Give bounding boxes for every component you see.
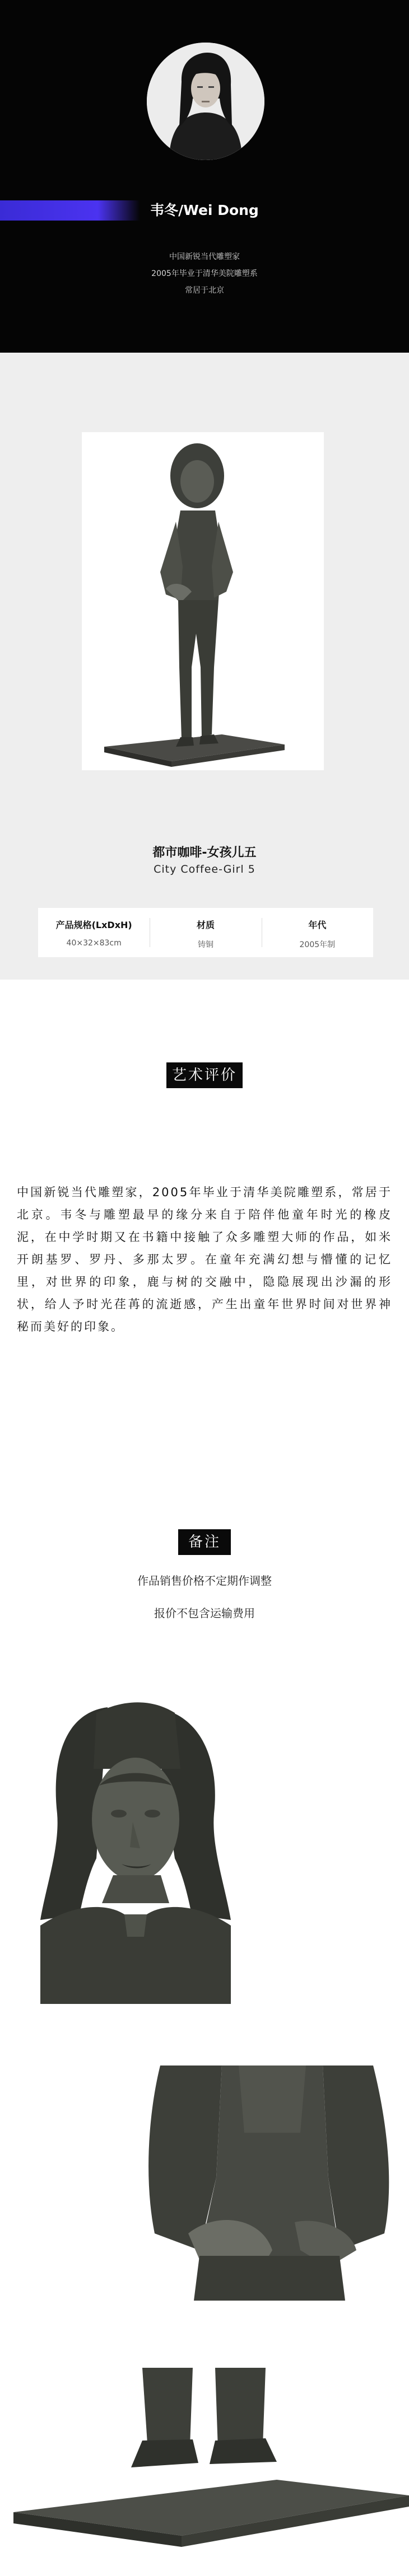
- review-text: 中国新锐当代雕塑家，2005年毕业于清华美院雕塑系，常居于北京。韦冬与雕塑最早的缘分来自于陪伴他童年时光的橡皮泥，在中学时期又在书籍中接触了众多雕塑大师的作品，如米开朗基罗、罗丹、多那太罗。在童年充满幻想与懵懂的记忆里，对世界的印象，鹿与树的交融中，隐隐展现出沙漏的形状，给人予时光荏苒的流逝感，产生出童年世界时间对世界神秘而美好的印象。: [17, 1186, 392, 1333]
- detail-photo-base: [13, 2368, 409, 2576]
- sculpture-image: [82, 432, 324, 770]
- artist-section: [0, 0, 409, 353]
- detail-photo-head: [40, 1702, 231, 2004]
- spec-label: 材质: [196, 920, 215, 930]
- spec-label: 年代: [308, 920, 327, 930]
- remark-line: 报价不包含运输费用: [154, 1607, 255, 1620]
- sculpture-head-detail-image: [40, 1702, 231, 2004]
- spec-value: 2005年制: [299, 940, 336, 949]
- artist-bio-line: 2005年毕业于清华美院雕塑系: [151, 269, 258, 278]
- artist-avatar: [147, 43, 264, 160]
- detail-photo-torso: [138, 2066, 392, 2301]
- artist-bio-line: 常居于北京: [185, 286, 224, 295]
- remark-line: 作品销售价格不定期作调整: [137, 1574, 272, 1587]
- artist-name: 韦冬/Wei Dong: [150, 202, 259, 218]
- artist-bio-line: 中国新锐当代雕塑家: [169, 252, 240, 261]
- spec-label: 产品规格(LxDxH): [55, 920, 132, 930]
- review-heading: 艺术评价: [166, 1062, 243, 1088]
- spec-table: [38, 908, 373, 957]
- product-photo: [82, 432, 324, 770]
- spec-value: 铸铜: [197, 940, 213, 949]
- remarks-heading: 备注: [178, 1529, 231, 1555]
- product-title: 都市咖啡-女孩儿五: [152, 846, 257, 860]
- product-subtitle: City Coffee-Girl 5: [154, 863, 255, 875]
- spec-value: 40×32×83cm: [66, 939, 122, 948]
- artist-portrait-image: [147, 43, 264, 160]
- sculpture-base-detail-image: [13, 2368, 409, 2576]
- product-section: [0, 353, 409, 980]
- spec-material: [150, 908, 261, 957]
- artist-name-bar: [0, 200, 409, 221]
- sculpture-torso-detail-image: [138, 2066, 392, 2301]
- spec-year: [262, 908, 373, 957]
- spec-size: [38, 908, 150, 957]
